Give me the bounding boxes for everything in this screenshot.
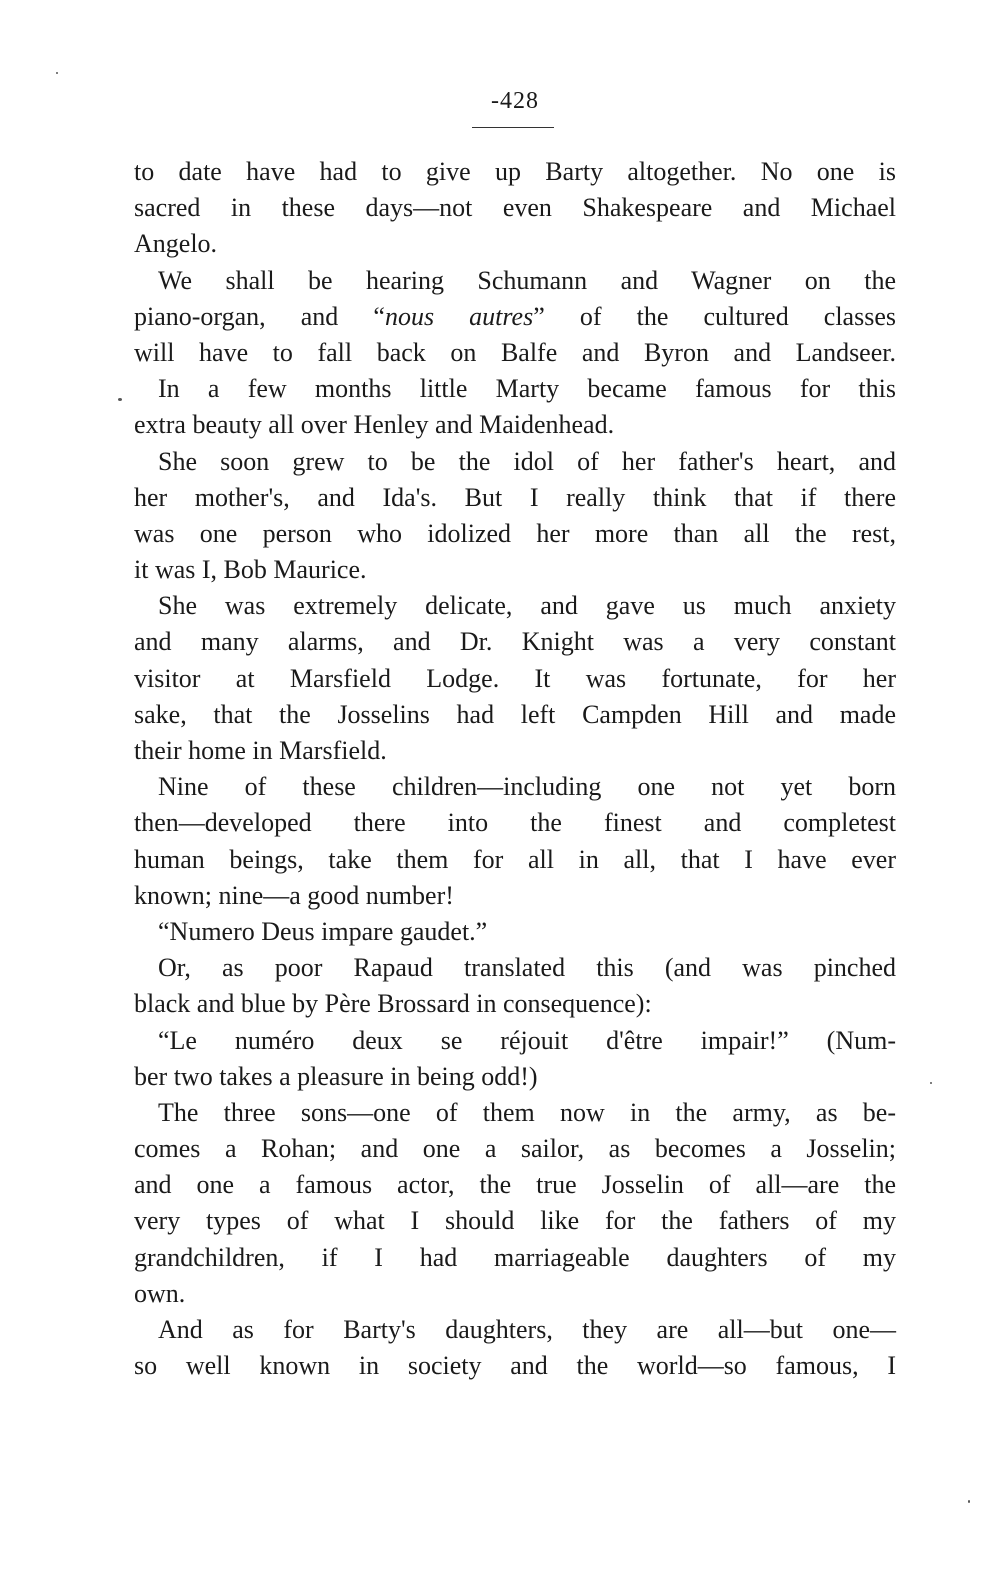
text-line: then—developed there into the finest and completest [134, 808, 896, 838]
text-line: so well known in society and the world—so famous, I [134, 1351, 896, 1381]
text-line: “Le numéro deux se réjouit d'être impair!” (Num- [158, 1025, 896, 1055]
text-line: and one a famous actor, the true Josselin of all—are the [134, 1170, 896, 1200]
text-line: their home in Marsfield. [134, 736, 387, 765]
text-line: She soon grew to be the idol of her father's heart, and [158, 446, 896, 476]
page-number: -428 [491, 88, 539, 114]
margin-mark [56, 72, 58, 74]
text-line: known; nine—a good number! [134, 880, 454, 910]
text-line: grandchildren, if I had marriageable daughters of my [134, 1242, 896, 1272]
text-line: Or, as poor Rapaud translated this (and was pinched [158, 953, 896, 983]
text-line: very types of what I should like for the fathers of my [134, 1206, 896, 1236]
text-line: comes a Rohan; and one a sailor, as becomes a Josselin; [134, 1134, 896, 1164]
text-line: ber two takes a pleasure in being odd!) [134, 1061, 538, 1091]
text-line: piano-organ, and “nous autres” of the cultured classes [134, 301, 896, 331]
margin-mark [968, 1500, 970, 1503]
body-text [134, 154, 896, 1384]
text-line: Nine of these children—including one not yet born [158, 772, 896, 802]
text-line: We shall be hearing Schumann and Wagner on the [158, 265, 896, 295]
margin-mark [118, 398, 122, 401]
text-line: extra beauty all over Henley and Maidenhead. [134, 410, 615, 440]
margin-mark [930, 1082, 932, 1084]
text-line: her mother's, and Ida's. But I really think that if there [134, 482, 896, 512]
text-line: visitor at Marsfield Lodge. It was fortunate, for her [134, 663, 896, 693]
text-line: own. [134, 1278, 186, 1308]
text-line: In a few months little Marty became famous for this [158, 374, 896, 404]
text-line: And as for Barty's daughters, they are all—but one— [158, 1315, 896, 1344]
text-line: Angelo. [134, 229, 218, 259]
header-rule [472, 127, 554, 128]
text-line: “Numero Deus impare gaudet.” [158, 916, 488, 946]
text-line: will have to fall back on Balfe and Byron and Landseer. [134, 337, 896, 367]
text-line: it was I, Bob Maurice. [134, 555, 367, 585]
text-line: black and blue by Père Brossard in consequence): [134, 989, 652, 1019]
text-line: She was extremely delicate, and gave us much anxiety [158, 591, 896, 621]
text-line: to date have had to give up Barty altogether. No one is [134, 157, 896, 186]
text-line: sake, that the Josselins had left Campden Hill and made [134, 699, 896, 729]
text-line: sacred in these days—not even Shakespeare and Michael [134, 193, 896, 223]
text-line: The three sons—one of them now in the army, as be- [158, 1097, 896, 1127]
text-line: and many alarms, and Dr. Knight was a very constant [134, 627, 896, 657]
text-line: human beings, take them for all in all, that I have ever [134, 844, 896, 874]
text-line: was one person who idolized her more than all the rest, [134, 518, 896, 548]
